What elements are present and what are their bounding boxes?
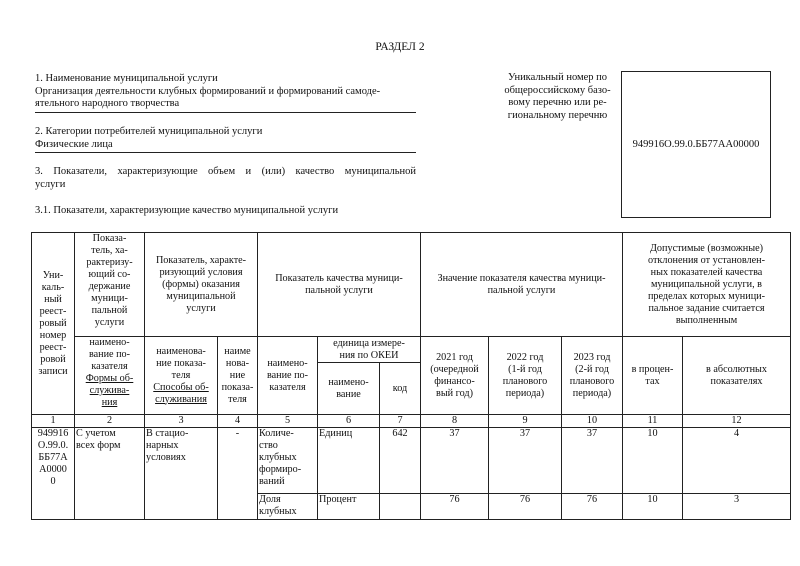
column-number: 9 (489, 415, 562, 428)
item1-underline (35, 112, 416, 113)
header-col2 (75, 337, 145, 415)
item1-value-line2: ятельного народного творчества (35, 98, 180, 109)
cell-2021: 76 (421, 494, 489, 520)
header-col5: наимено- вание по- казателя (258, 337, 318, 415)
item2-value: Физические лица (35, 139, 113, 150)
header-col9: 2022 год (1-й год планового периода) (489, 337, 562, 415)
header-unit-group: единица измере- ния по ОКЕИ (318, 337, 421, 363)
column-number: 12 (683, 415, 791, 428)
unique-number-label-line: Уникальный номер по (507, 72, 608, 83)
quality-indicators-table (31, 232, 791, 520)
cell-2021: 37 (421, 428, 489, 494)
header-col2-name: наимено- вание по- казателя (88, 337, 131, 372)
unique-number-label-line: общероссийскому базо- (504, 84, 611, 96)
cell-2022: 76 (489, 494, 562, 520)
item2-underline (35, 152, 416, 153)
cell-2023: 76 (562, 494, 623, 520)
section-title: РАЗДЕЛ 2 (375, 41, 425, 53)
cell-condition: В стацио- нарных условиях (145, 428, 218, 520)
header-col7: код (380, 363, 421, 415)
header-col12: в абсолютных показателях (683, 337, 791, 415)
header-condition-indicator-group: Показатель, характе- ризующий условия (формы) оказания муниципальной услуги (145, 233, 258, 337)
header-col4: наиме нова- ние показа- теля (218, 337, 258, 415)
unique-number-label-line: гиональному перечню (507, 109, 608, 121)
item31-heading: 3.1. Показатели, характеризующие качество муниципальной услуги (35, 205, 339, 216)
cell-2023: 37 (562, 428, 623, 494)
cell-pct: 10 (623, 494, 683, 520)
item2-heading: 2. Категории потребителей муниципальной услуги (35, 126, 263, 137)
column-number: 2 (75, 415, 145, 428)
header-indicator-value-group: Значение показателя качества муници- пальной услуги (421, 233, 623, 337)
item1-value-line1: Организация деятельности клубных формирований и формирований самоде- (35, 86, 381, 97)
column-number: 7 (380, 415, 421, 428)
header-col3-name: наименова- ние показа- теля (156, 345, 206, 381)
header-col8: 2021 год (очередной финансо- вый год) (421, 337, 489, 415)
header-col2-forms-link: Формы об- служива- ния (85, 373, 134, 408)
column-number: 4 (218, 415, 258, 428)
item1-heading: 1. Наименование муниципальной услуги (35, 73, 218, 84)
header-registry-number: Уни- каль- ный реест- ровый номер реест- ровой записи (32, 233, 75, 415)
cell-unit: Единиц (318, 428, 380, 494)
column-number: 6 (318, 415, 380, 428)
unique-number-label-line: вому перечню или ре- (508, 97, 607, 108)
cell-unit: Процент (318, 494, 380, 520)
cell-registry: 949916 О.99.0. ББ77А А0000 0 (32, 428, 75, 520)
header-col3-methods-link: Способы об- служивания (153, 381, 209, 405)
cell-abs: 4 (683, 428, 791, 494)
column-number: 1 (32, 415, 75, 428)
header-col10: 2023 год (2-й год планового периода) (562, 337, 623, 415)
column-number: 10 (562, 415, 623, 428)
cell-content: С учетом всех форм (75, 428, 145, 520)
header-quality-indicator-group: Показатель качества муници- пальной услуги (258, 233, 421, 337)
column-number: 3 (145, 415, 218, 428)
unique-number-label (495, 72, 620, 122)
cell-2022: 37 (489, 428, 562, 494)
header-col6: наимено- вание (318, 363, 380, 415)
column-number: 5 (258, 415, 318, 428)
cell-code: 642 (380, 428, 421, 494)
table-row (32, 428, 791, 494)
unique-number-code-box (621, 71, 771, 218)
header-col3 (145, 337, 218, 415)
column-number: 11 (623, 415, 683, 428)
column-number: 8 (421, 415, 489, 428)
cell-indicator: Количе- ство клубных формиро- ваний (258, 428, 318, 494)
item3-line2: услуги (35, 179, 66, 190)
cell-abs: 3 (683, 494, 791, 520)
cell-code (380, 494, 421, 520)
cell-pct: 10 (623, 428, 683, 494)
header-col11: в процен- тах (623, 337, 683, 415)
item3-line1: 3. Показатели, характеризующие объем и (или) качество муниципальной (35, 166, 416, 177)
unique-number-code: 949916О.99.0.ББ77АА00000 (632, 139, 760, 150)
header-deviation-group: Допустимые (возможные) отклонения от установлен- ных показателей качества муниципальной услуги, в пределах которых муници- пальное задание считается выполненным (623, 233, 791, 337)
cell-condition2: - (218, 428, 258, 520)
header-content-indicator-group: Показа- тель, ха- рактеризу- ющий со- держание муници- пальной услуги (75, 233, 145, 337)
cell-indicator: Доля клубных (258, 494, 318, 520)
